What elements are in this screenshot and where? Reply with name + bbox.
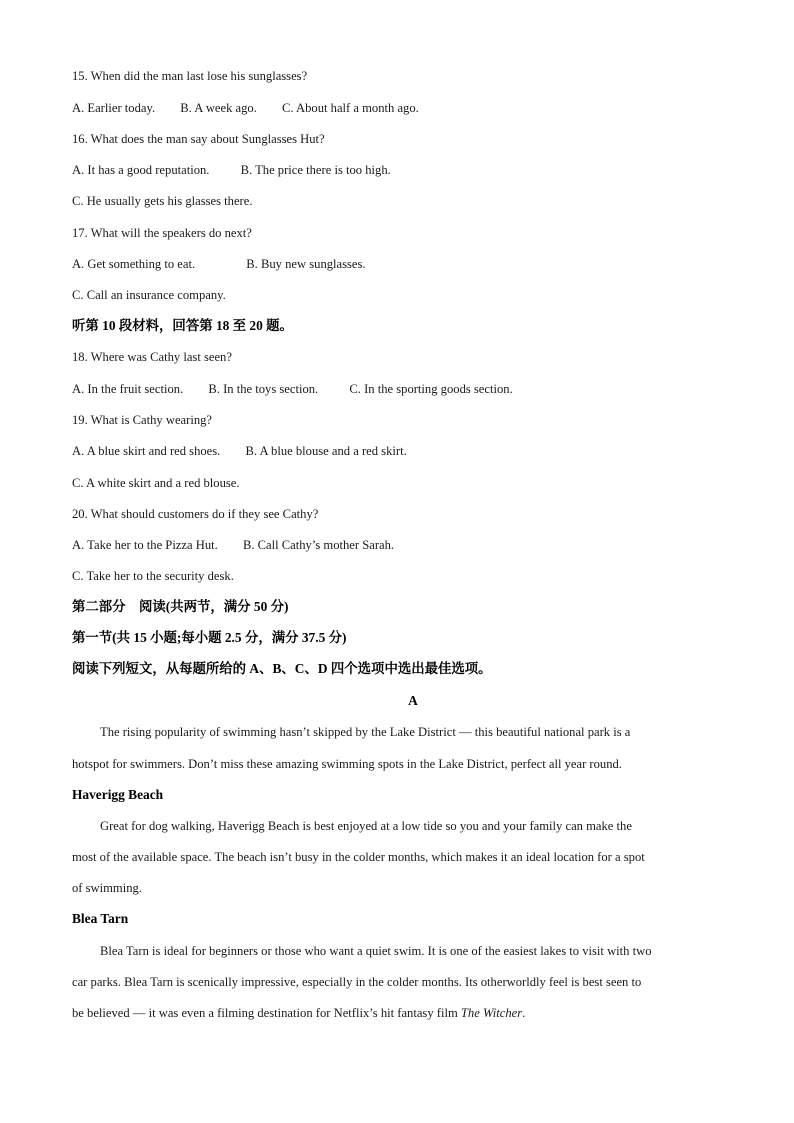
- q17-options: [72, 256, 366, 272]
- q19-option-a: A. A blue skirt and red shoes.: [72, 444, 221, 458]
- q16-question: 16. What does the man say about Sunglasses Hut?: [72, 132, 325, 146]
- q20-question: 20. What should customers do if they see Cathy?: [72, 507, 319, 521]
- q16-options: [72, 162, 391, 178]
- q15-option-a: A. Earlier today.: [72, 101, 156, 115]
- q15-question: 15. When did the man last lose his sunglasses?: [72, 69, 308, 83]
- q20-option-c: C. Take her to the security desk.: [72, 569, 234, 583]
- q17-option-c: C. Call an insurance company.: [72, 288, 226, 302]
- q18-option-b: B. In the toys section.: [208, 382, 319, 396]
- q19-option-c: C. A white skirt and a red blouse.: [72, 476, 240, 490]
- q20-options: [72, 537, 394, 553]
- q17-option-a: A. Get something to eat.: [72, 257, 196, 271]
- haverigg-title: Haverigg Beach: [72, 787, 164, 802]
- intro-line-2: hotspot for swimmers. Don’t miss these amazing swimming spots in the Lake District, perfect all year round.: [72, 757, 622, 771]
- part2-heading: 第二部分 阅读(共两节，满分 50 分): [72, 599, 289, 614]
- q20-option-a: A. Take her to the Pizza Hut.: [72, 538, 218, 552]
- passage-label: A: [408, 693, 418, 708]
- haverigg-line-3: of swimming.: [72, 881, 142, 895]
- q17-option-b: B. Buy new sunglasses.: [246, 257, 366, 271]
- q19-question: 19. What is Cathy wearing?: [72, 413, 213, 427]
- q16-option-a: A. It has a good reputation.: [72, 163, 210, 177]
- blea-line-3: [72, 1005, 525, 1021]
- section1-heading: 第一节(共 15 小题;每小题 2.5 分，满分 37.5 分): [72, 630, 347, 645]
- blea-line-3-text: be believed — it was even a filming destination for Netflix’s hit fantasy film: [72, 1006, 461, 1020]
- blea-line-2: car parks. Blea Tarn is scenically impressive, especially in the colder months. Its otherworldly feel is best seen to: [72, 975, 642, 989]
- q18-options: [72, 381, 513, 397]
- q18-option-c: C. In the sporting goods section.: [349, 382, 513, 396]
- film-title: The Witcher: [460, 1006, 523, 1020]
- q16-option-b: B. The price there is too high.: [240, 163, 391, 177]
- intro-line-1: The rising popularity of swimming hasn’t skipped by the Lake District — this beautiful national park is a: [100, 725, 631, 739]
- q18-question: 18. Where was Cathy last seen?: [72, 350, 232, 364]
- blea-line-1: Blea Tarn is ideal for beginners or those who want a quiet swim. It is one of the easiest lakes to visit with two: [100, 944, 652, 958]
- q17-question: 17. What will the speakers do next?: [72, 226, 252, 240]
- q16-option-c: C. He usually gets his glasses there.: [72, 194, 253, 208]
- q19-option-b: B. A blue blouse and a red skirt.: [245, 444, 407, 458]
- q15-options: [72, 100, 419, 116]
- blea-line-3-end: .: [522, 1006, 526, 1020]
- blea-title: Blea Tarn: [72, 911, 129, 926]
- haverigg-line-2: most of the available space. The beach isn’t busy in the colder months, which makes it an ideal location for a spot: [72, 850, 645, 864]
- q18-option-a: A. In the fruit section.: [72, 382, 184, 396]
- q15-option-c: C. About half a month ago.: [282, 101, 419, 115]
- q15-option-b: B. A week ago.: [180, 101, 257, 115]
- q20-option-b: B. Call Cathy’s mother Sarah.: [242, 538, 395, 552]
- section10-heading: 听第 10 段材料，回答第 18 至 20 题。: [72, 318, 293, 333]
- q19-options: [72, 443, 407, 459]
- haverigg-line-1: Great for dog walking, Haverigg Beach is best enjoyed at a low tide so you and your family can make the: [100, 819, 632, 833]
- instruction: 阅读下列短文，从每题所给的 A、B、C、D 四个选项中选出最佳选项。: [72, 661, 492, 676]
